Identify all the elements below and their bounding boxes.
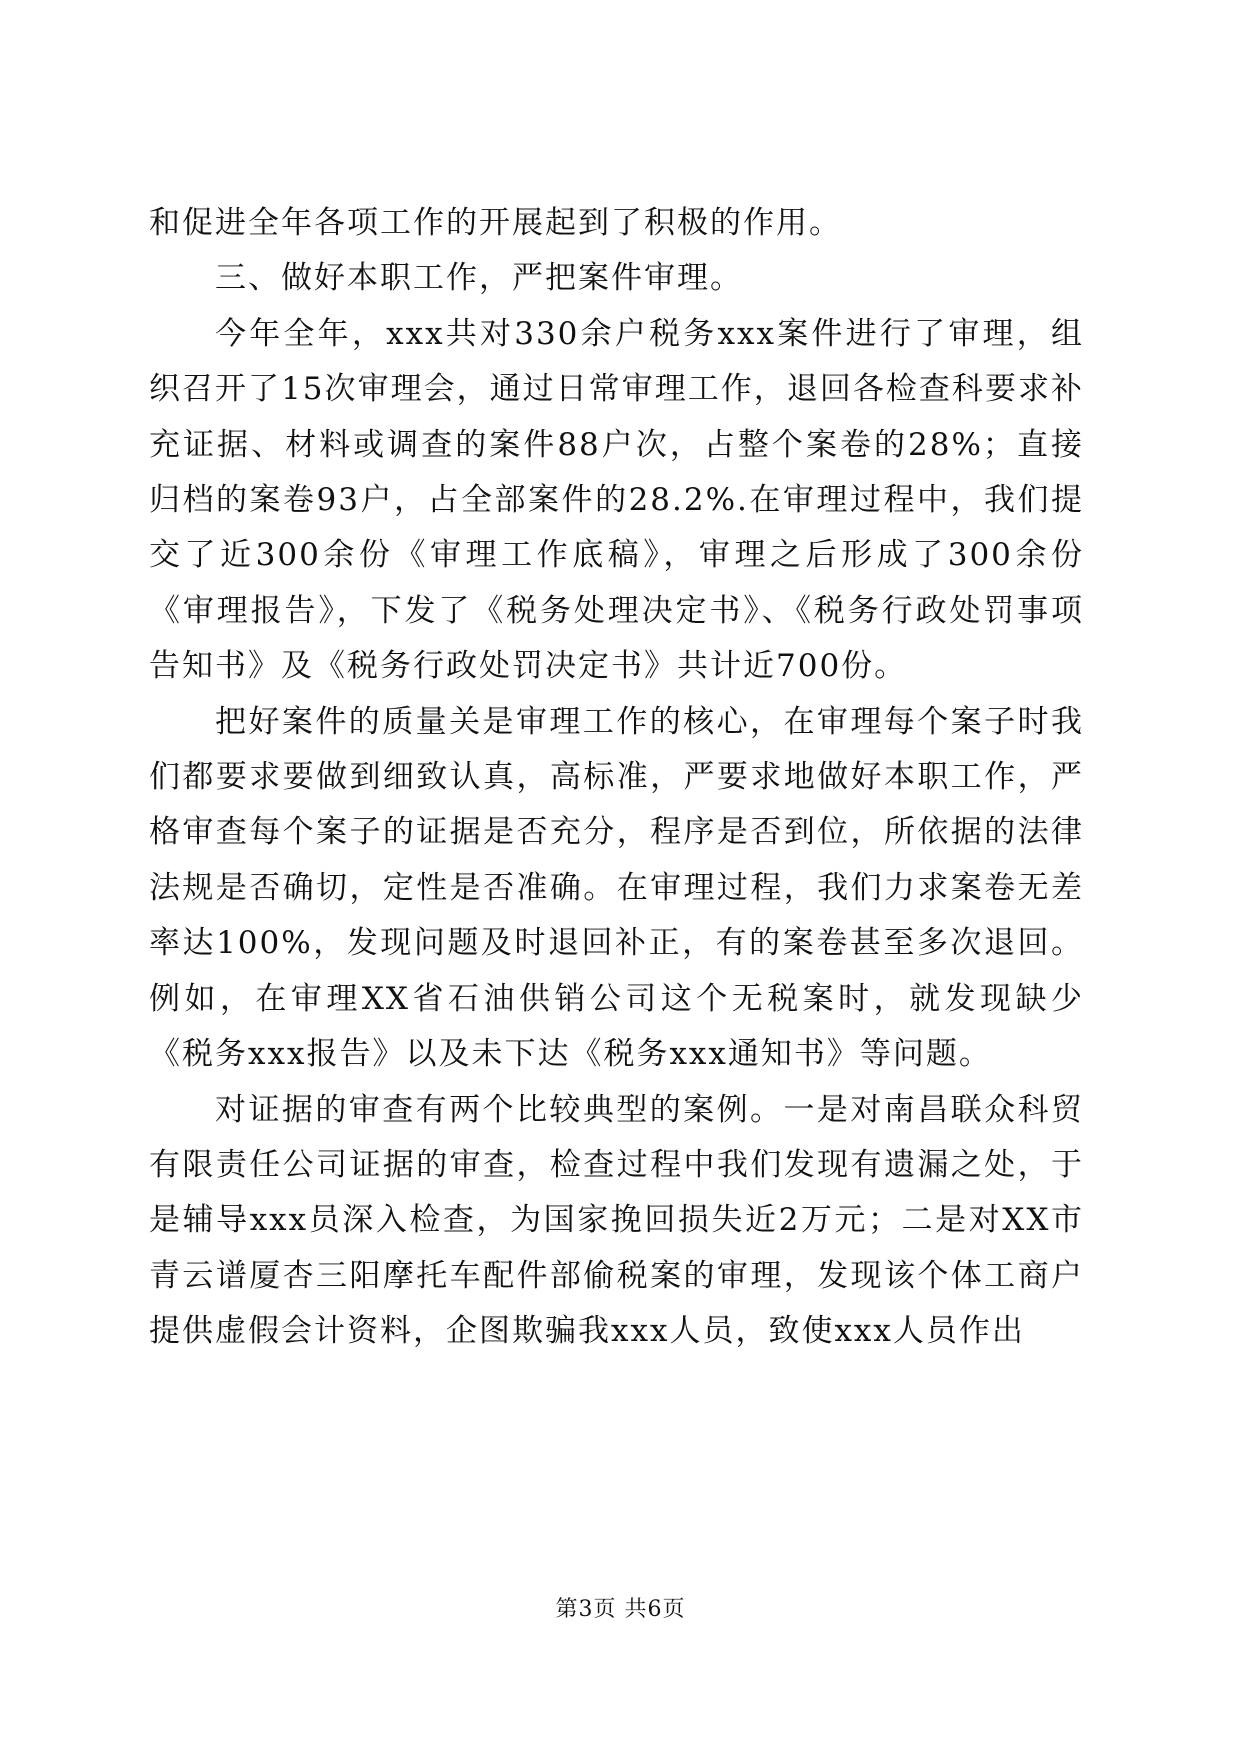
document-body bbox=[149, 196, 1084, 1360]
paragraph-evidence-examples: 对证据的审查有两个比较典型的案例。一是对南昌联众科贸有限责任公司证据的审查，检查过程中我们发现有遗漏之处，于是辅导xxx员深入检查，为国家挽回损失近2万元；二是对XX市青云谱厦杏三阳摩托车配件部偷税案的审理，发现该个体工商户提供虚假会计资料，企图欺骗我xxx人员，致使xxx人员作出 bbox=[149, 1091, 1084, 1350]
page-number-footer: 第3页 共6页 bbox=[555, 1597, 686, 1622]
paragraph-continuation: 和促进全年各项工作的开展起到了积极的作用。 bbox=[149, 205, 842, 241]
paragraph-case-review-stats: 今年全年，xxx共对330余户税务xxx案件进行了审理，组织召开了15次审理会，通过日常审理工作，退回各检查科要求补充证据、材料或调查的案件88户次，占整个案卷的28%；直接归档的案卷93户，占全部案件的28.2%.在审理过程中，我们提交了近300余份《审理工作底稿》，审理之后形成了300余份《审理报告》，下发了《税务处理决定书》、《税务行政处罚事项告知书》及《税务行政处罚决定书》共计近700份。 bbox=[149, 315, 1084, 685]
section-heading: 三、做好本职工作，严把案件审理。 bbox=[215, 260, 743, 297]
paragraph-quality-control: 把好案件的质量关是审理工作的核心，在审理每个案子时我们都要求要做到细致认真，高标准，严要求地做好本职工作，严格审查每个案子的证据是否充分，程序是否到位，所依据的法律法规是否确切，定性是否准确。在审理过程，我们力求案卷无差率达100%，发现问题及时退回补正，有的案卷甚至多次退回。例如，在审理XX省石油供销公司这个无税案时，就发现缺少《税务xxx报告》以及未下达《税务xxx通知书》等问题。 bbox=[149, 703, 1084, 1073]
